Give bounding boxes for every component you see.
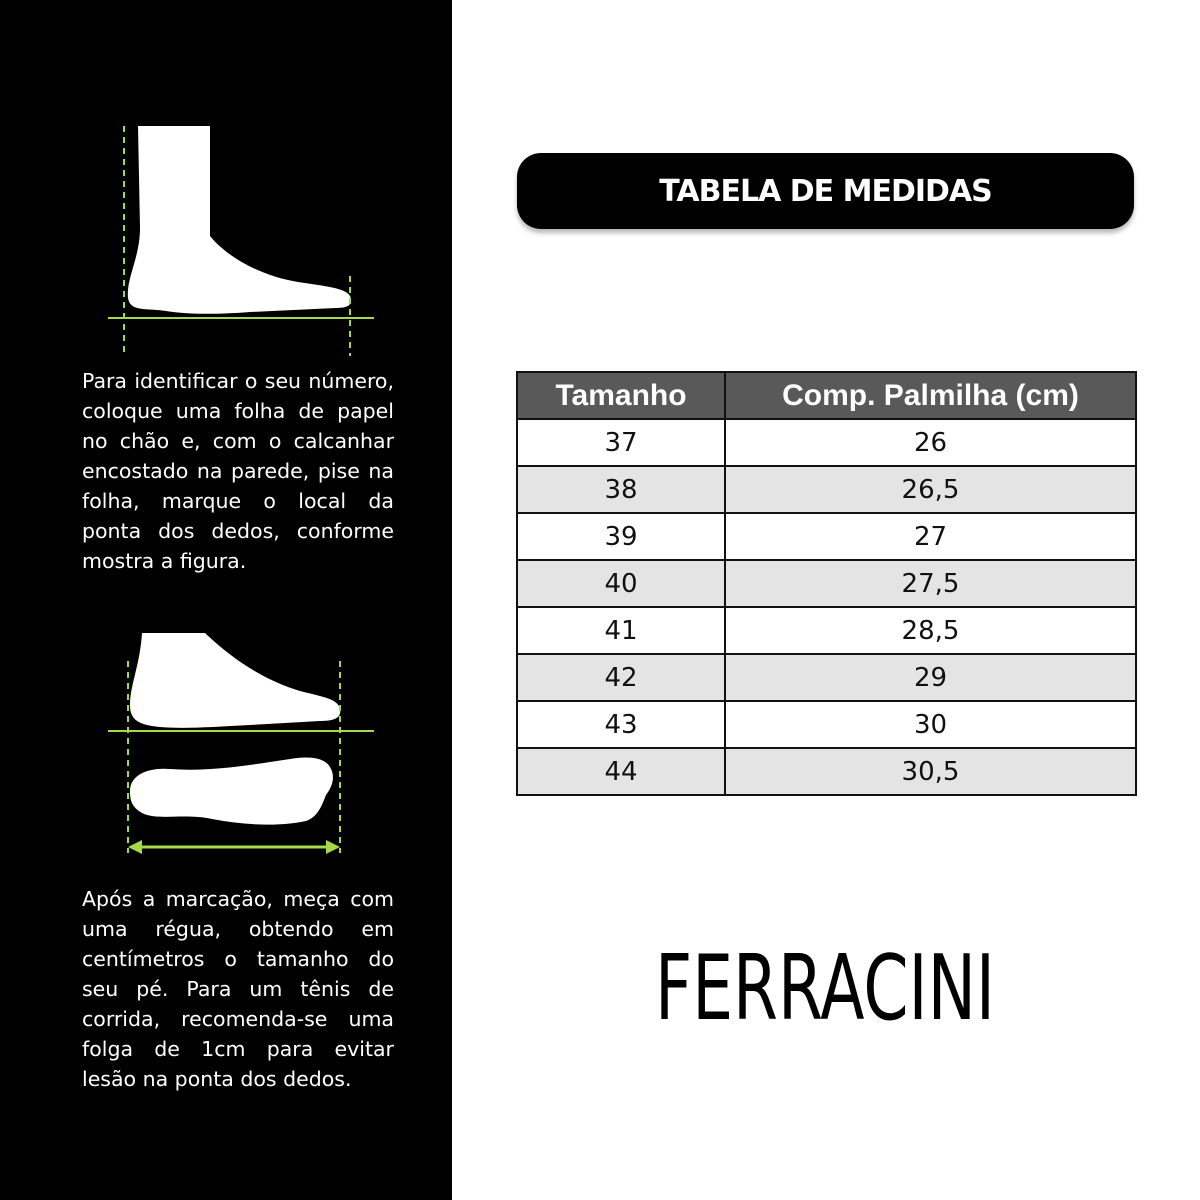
table-row	[517, 701, 1136, 748]
size-cell: 42	[517, 654, 725, 701]
header-size: Tamanho	[517, 372, 725, 419]
arrow-right-head	[326, 840, 340, 854]
foot-side-icon	[128, 126, 351, 314]
size-cell: 37	[517, 419, 725, 466]
size-cell: 41	[517, 607, 725, 654]
length-cell: 28,5	[725, 607, 1136, 654]
page-title: TABELA DE MEDIDAS	[659, 173, 992, 209]
foot-profile-icon	[130, 633, 340, 728]
instruction-text-2: Após a marcação, meça com uma régua, obtendo em centímetros o tamanho do seu pé. Para um tênis de corrida, recomenda-se uma folga de 1cm para evitar lesão na ponta dos dedos.	[82, 887, 394, 1091]
size-cell: 44	[517, 748, 725, 795]
length-cell: 29	[725, 654, 1136, 701]
instruction-text-1: Para identificar o seu número, coloque uma folha de papel no chão e, com o calcanhar encostado na parede, pise na folha, marque o local da ponta dos dedos, conforme mostra a figura.	[82, 369, 394, 573]
header-insole-length: Comp. Palmilha (cm)	[725, 372, 1136, 419]
size-cell: 39	[517, 513, 725, 560]
length-cell: 30,5	[725, 748, 1136, 795]
table-row	[517, 419, 1136, 466]
length-cell: 27,5	[725, 560, 1136, 607]
table-row	[517, 748, 1136, 795]
length-cell: 26,5	[725, 466, 1136, 513]
instructions-panel	[0, 0, 452, 1200]
size-table	[516, 371, 1137, 796]
ferracini-logo	[655, 935, 1000, 1041]
foot-measure-figure	[100, 625, 390, 860]
table-row	[517, 607, 1136, 654]
size-cell: 38	[517, 466, 725, 513]
table-row	[517, 654, 1136, 701]
brand-wordmark: FERRACINI	[655, 936, 995, 1041]
length-cell: 27	[725, 513, 1136, 560]
table-header-row	[517, 372, 1136, 419]
length-cell: 26	[725, 419, 1136, 466]
table-row	[517, 466, 1136, 513]
title-banner	[517, 153, 1134, 229]
footprint-icon	[130, 758, 333, 825]
foot-side-view-figure	[100, 118, 390, 363]
table-row	[517, 560, 1136, 607]
table-row	[517, 513, 1136, 560]
size-cell: 40	[517, 560, 725, 607]
arrow-left-head	[128, 840, 142, 854]
size-cell: 43	[517, 701, 725, 748]
length-cell: 30	[725, 701, 1136, 748]
